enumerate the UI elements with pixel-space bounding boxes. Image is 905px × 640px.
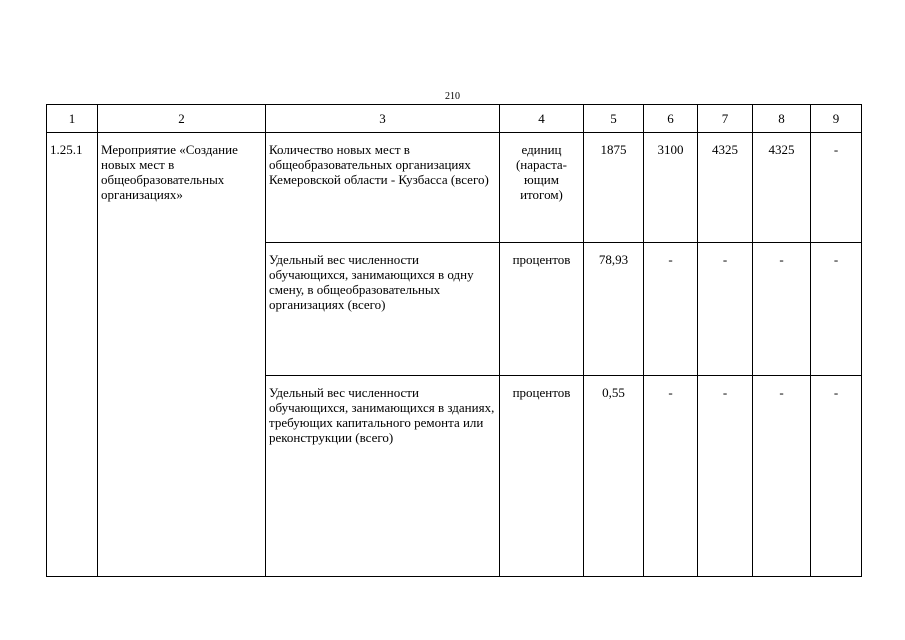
unit-cell: процентов [500, 243, 584, 376]
header-col-4: 4 [500, 105, 584, 133]
value-col-8: 4325 [753, 133, 811, 243]
value-col-9: - [811, 133, 862, 243]
indicator-name: Удельный вес численности обучающихся, занимающихся в одну смену, в общеобразовательных организациях (всего) [266, 243, 500, 376]
activity-name: Мероприятие «Создание новых мест в общеобразовательных организациях» [98, 133, 266, 577]
header-col-7: 7 [698, 105, 753, 133]
indicator-name: Количество новых мест в общеобразовательных организациях Кемеровской области - Кузбасса (всего) [266, 133, 500, 243]
value-col-9: - [811, 243, 862, 376]
header-row [47, 105, 862, 133]
value-col-8: - [753, 243, 811, 376]
value-col-6: - [644, 376, 698, 577]
value-col-9: - [811, 376, 862, 577]
header-col-5: 5 [584, 105, 644, 133]
indicator-name: Удельный вес численности обучающихся, занимающихся в зданиях, требующих капитального ремонта или реконструкции (всего) [266, 376, 500, 577]
value-col-5: 0,55 [584, 376, 644, 577]
value-col-5: 78,93 [584, 243, 644, 376]
header-col-8: 8 [753, 105, 811, 133]
indicators-table [46, 104, 862, 577]
header-col-3: 3 [266, 105, 500, 133]
unit-cell: единиц (нараста-ющим итогом) [500, 133, 584, 243]
header-col-2: 2 [98, 105, 266, 133]
value-col-5: 1875 [584, 133, 644, 243]
value-col-8: - [753, 376, 811, 577]
header-col-1: 1 [47, 105, 98, 133]
item-code: 1.25.1 [47, 133, 98, 577]
table-row [47, 133, 862, 243]
header-col-6: 6 [644, 105, 698, 133]
value-col-7: - [698, 243, 753, 376]
value-col-6: 3100 [644, 133, 698, 243]
unit-cell: процентов [500, 376, 584, 577]
value-col-7: 4325 [698, 133, 753, 243]
header-col-9: 9 [811, 105, 862, 133]
value-col-6: - [644, 243, 698, 376]
page-number: 210 [445, 91, 460, 102]
value-col-7: - [698, 376, 753, 577]
